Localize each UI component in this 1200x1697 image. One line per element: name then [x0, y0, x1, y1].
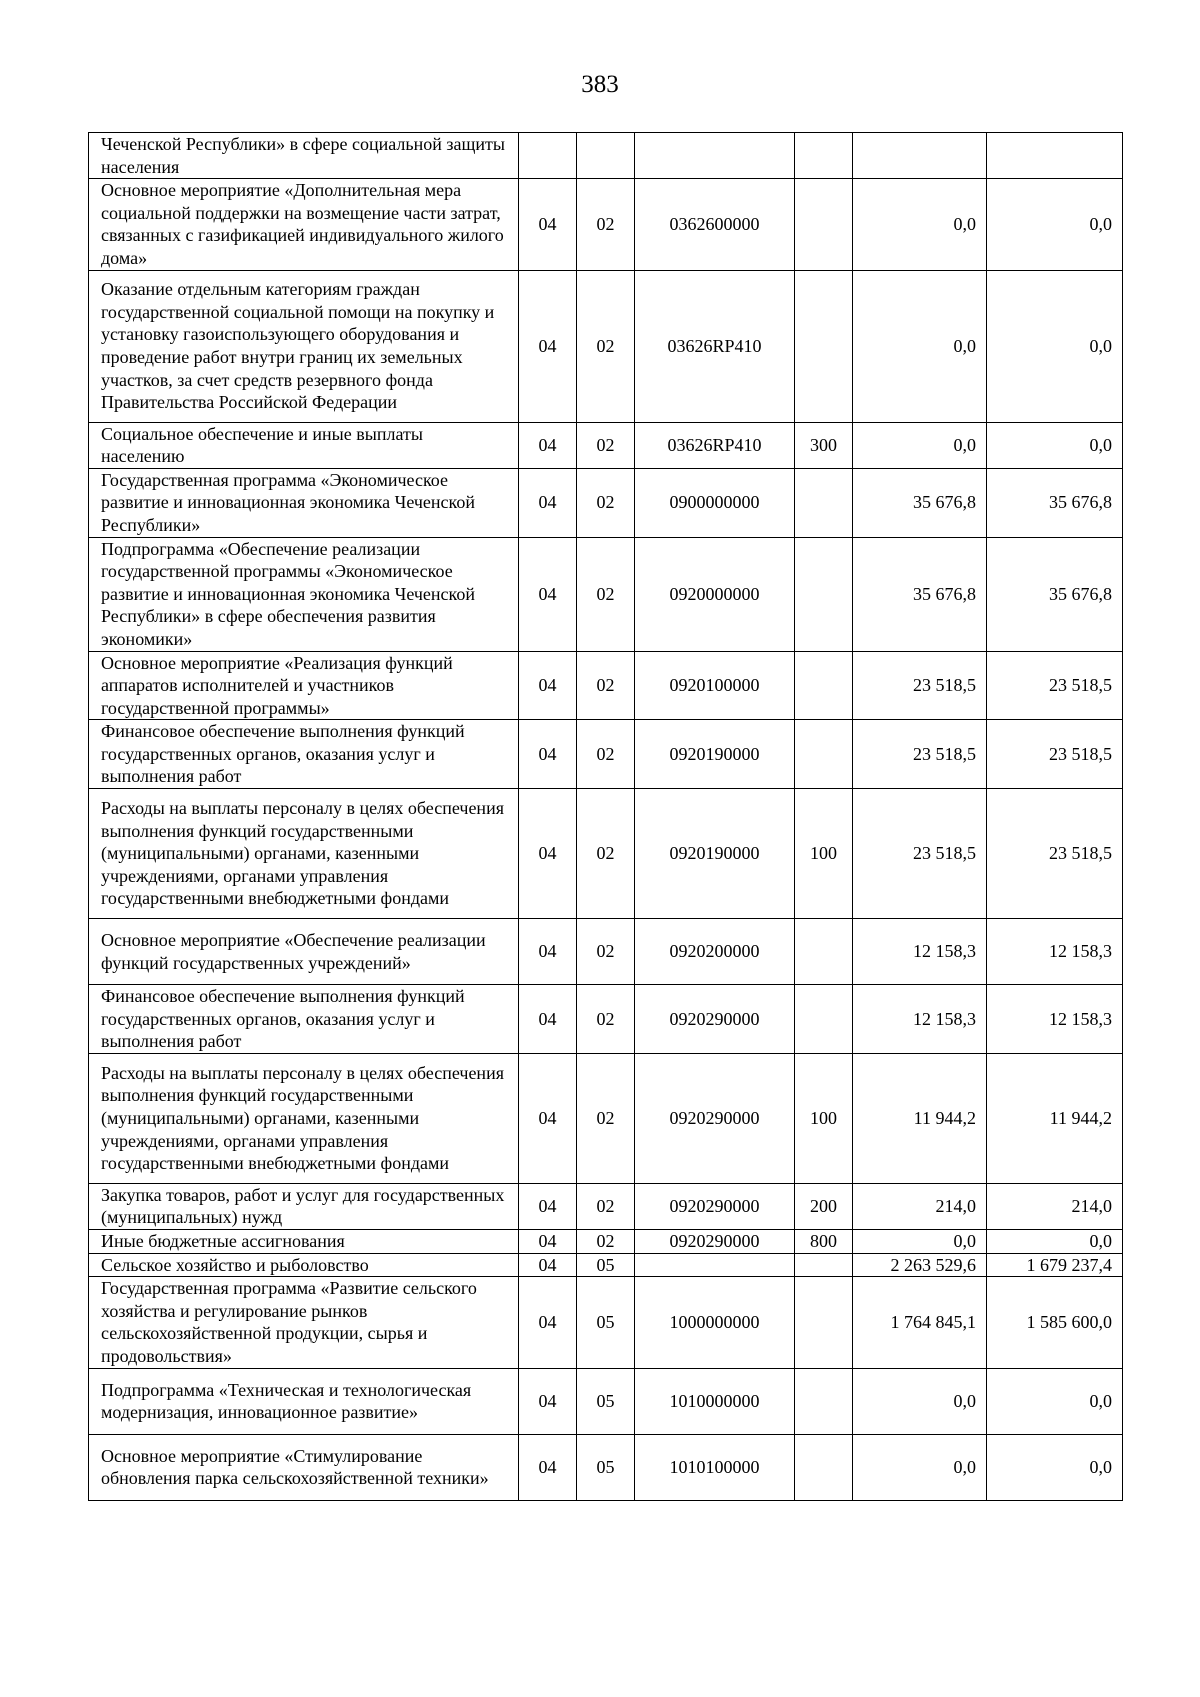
section-code-cell: 04: [519, 422, 577, 468]
section-code-cell: 04: [519, 720, 577, 789]
subsection-code-cell: 05: [577, 1253, 635, 1277]
subsection-code-cell: 05: [577, 1368, 635, 1434]
table-row: [89, 651, 1123, 720]
section-code-cell: 04: [519, 919, 577, 985]
expense-type-code-cell: [795, 1253, 853, 1277]
table-row: [89, 537, 1123, 651]
section-code-cell: 04: [519, 789, 577, 919]
target-item-code-cell: 0920190000: [635, 789, 795, 919]
amount-year2-cell: 12 158,3: [987, 919, 1123, 985]
subsection-code-cell: 02: [577, 1230, 635, 1254]
expense-type-code-cell: [795, 133, 853, 179]
expense-name-cell: Сельское хозяйство и рыболовство: [89, 1253, 519, 1277]
expense-type-code-cell: 100: [795, 789, 853, 919]
table-row: [89, 270, 1123, 422]
subsection-code-cell: 05: [577, 1277, 635, 1368]
table-row: [89, 1368, 1123, 1434]
expense-name-cell: Финансовое обеспечение выполнения функций государственных органов, оказания услуг и выполнения работ: [89, 720, 519, 789]
amount-year2-cell: 0,0: [987, 1368, 1123, 1434]
amount-year2-cell: 0,0: [987, 422, 1123, 468]
expense-type-code-cell: [795, 1434, 853, 1500]
target-item-code-cell: 0920290000: [635, 1183, 795, 1229]
subsection-code-cell: 02: [577, 720, 635, 789]
expense-name-cell: Основное мероприятие «Обеспечение реализации функций государственных учреждений»: [89, 919, 519, 985]
amount-year2-cell: 11 944,2: [987, 1053, 1123, 1183]
subsection-code-cell: 02: [577, 422, 635, 468]
budget-table: [88, 132, 1123, 1501]
amount-year1-cell: 0,0: [853, 270, 987, 422]
amount-year1-cell: 35 676,8: [853, 537, 987, 651]
subsection-code-cell: 02: [577, 468, 635, 537]
expense-name-cell: Социальное обеспечение и иные выплаты населению: [89, 422, 519, 468]
target-item-code-cell: 03626RP410: [635, 270, 795, 422]
section-code-cell: 04: [519, 179, 577, 270]
table-row: [89, 985, 1123, 1054]
section-code-cell: 04: [519, 1053, 577, 1183]
table-row: [89, 1053, 1123, 1183]
amount-year1-cell: 0,0: [853, 1368, 987, 1434]
expense-type-code-cell: [795, 468, 853, 537]
expense-name-cell: Расходы на выплаты персоналу в целях обеспечения выполнения функций государственными (муниципальными) органами, казенными учреждениями, органами управления государственными внебюджетными фондами: [89, 1053, 519, 1183]
amount-year2-cell: 0,0: [987, 179, 1123, 270]
amount-year2-cell: 1 585 600,0: [987, 1277, 1123, 1368]
section-code-cell: 04: [519, 651, 577, 720]
expense-name-cell: Государственная программа «Экономическое развитие и инновационная экономика Чеченской Республики»: [89, 468, 519, 537]
expense-name-cell: Чеченской Республики» в сфере социальной защиты населения: [89, 133, 519, 179]
table-row: [89, 1277, 1123, 1368]
target-item-code-cell: [635, 133, 795, 179]
target-item-code-cell: 0920290000: [635, 985, 795, 1054]
section-code-cell: 04: [519, 468, 577, 537]
expense-type-code-cell: [795, 985, 853, 1054]
expense-type-code-cell: [795, 919, 853, 985]
target-item-code-cell: 0920290000: [635, 1230, 795, 1254]
amount-year2-cell: 12 158,3: [987, 985, 1123, 1054]
expense-type-code-cell: 100: [795, 1053, 853, 1183]
amount-year2-cell: 214,0: [987, 1183, 1123, 1229]
target-item-code-cell: 0920290000: [635, 1053, 795, 1183]
table-row: [89, 422, 1123, 468]
amount-year1-cell: 0,0: [853, 1434, 987, 1500]
expense-name-cell: Оказание отдельным категориям граждан государственной социальной помощи на покупку и установку газоиспользующего оборудования и проведение работ внутри границ их земельных участков, за счет средств резервного фонда Правительства Российской Федерации: [89, 270, 519, 422]
amount-year1-cell: 23 518,5: [853, 720, 987, 789]
amount-year2-cell: 35 676,8: [987, 537, 1123, 651]
expense-name-cell: Финансовое обеспечение выполнения функций государственных органов, оказания услуг и выполнения работ: [89, 985, 519, 1054]
target-item-code-cell: 1010100000: [635, 1434, 795, 1500]
subsection-code-cell: 02: [577, 985, 635, 1054]
target-item-code-cell: 0920000000: [635, 537, 795, 651]
amount-year2-cell: 0,0: [987, 1434, 1123, 1500]
amount-year1-cell: 12 158,3: [853, 985, 987, 1054]
page-number: 383: [581, 71, 619, 98]
amount-year2-cell: 23 518,5: [987, 720, 1123, 789]
amount-year1-cell: 12 158,3: [853, 919, 987, 985]
expense-type-code-cell: 200: [795, 1183, 853, 1229]
expense-type-code-cell: [795, 537, 853, 651]
section-code-cell: [519, 133, 577, 179]
amount-year1-cell: 0,0: [853, 1230, 987, 1254]
expense-type-code-cell: [795, 270, 853, 422]
expense-name-cell: Основное мероприятие «Реализация функций аппаратов исполнителей и участников государственной программы»: [89, 651, 519, 720]
section-code-cell: 04: [519, 1277, 577, 1368]
target-item-code-cell: [635, 1253, 795, 1277]
expense-type-code-cell: 300: [795, 422, 853, 468]
expense-type-code-cell: [795, 1277, 853, 1368]
expense-name-cell: Основное мероприятие «Дополнительная мера социальной поддержки на возмещение части затрат, связанных с газификацией индивидуального жилого дома»: [89, 179, 519, 270]
expense-type-code-cell: [795, 1368, 853, 1434]
expense-type-code-cell: [795, 651, 853, 720]
table-row: [89, 468, 1123, 537]
section-code-cell: 04: [519, 1434, 577, 1500]
amount-year1-cell: 0,0: [853, 179, 987, 270]
table-row: [89, 1230, 1123, 1254]
amount-year1-cell: 1 764 845,1: [853, 1277, 987, 1368]
amount-year2-cell: 35 676,8: [987, 468, 1123, 537]
amount-year2-cell: 1 679 237,4: [987, 1253, 1123, 1277]
subsection-code-cell: 02: [577, 1053, 635, 1183]
amount-year2-cell: 0,0: [987, 1230, 1123, 1254]
subsection-code-cell: 02: [577, 270, 635, 422]
target-item-code-cell: 0920100000: [635, 651, 795, 720]
expense-type-code-cell: [795, 720, 853, 789]
section-code-cell: 04: [519, 270, 577, 422]
amount-year1-cell: 214,0: [853, 1183, 987, 1229]
amount-year1-cell: 23 518,5: [853, 651, 987, 720]
table-row: [89, 789, 1123, 919]
subsection-code-cell: 02: [577, 1183, 635, 1229]
amount-year2-cell: 23 518,5: [987, 789, 1123, 919]
expense-name-cell: Подпрограмма «Обеспечение реализации государственной программы «Экономическое развитие и инновационная экономика Чеченской Республики» в сфере обеспечения развития экономики»: [89, 537, 519, 651]
table-row: [89, 1434, 1123, 1500]
table-body: [89, 133, 1123, 1501]
amount-year2-cell: [987, 133, 1123, 179]
amount-year1-cell: 11 944,2: [853, 1053, 987, 1183]
expense-name-cell: Расходы на выплаты персоналу в целях обеспечения выполнения функций государственными (муниципальными) органами, казенными учреждениями, органами управления государственными внебюджетными фондами: [89, 789, 519, 919]
table-row: [89, 919, 1123, 985]
table-row: [89, 179, 1123, 270]
subsection-code-cell: 02: [577, 179, 635, 270]
target-item-code-cell: 1000000000: [635, 1277, 795, 1368]
subsection-code-cell: 02: [577, 789, 635, 919]
table-row: [89, 1253, 1123, 1277]
amount-year1-cell: 35 676,8: [853, 468, 987, 537]
amount-year2-cell: 0,0: [987, 270, 1123, 422]
subsection-code-cell: 02: [577, 919, 635, 985]
expense-type-code-cell: 800: [795, 1230, 853, 1254]
target-item-code-cell: 0920190000: [635, 720, 795, 789]
table-row: [89, 1183, 1123, 1229]
section-code-cell: 04: [519, 1253, 577, 1277]
section-code-cell: 04: [519, 537, 577, 651]
amount-year1-cell: 0,0: [853, 422, 987, 468]
expense-name-cell: Иные бюджетные ассигнования: [89, 1230, 519, 1254]
expense-name-cell: Основное мероприятие «Стимулирование обновления парка сельскохозяйственной техники»: [89, 1434, 519, 1500]
expense-name-cell: Подпрограмма «Техническая и технологическая модернизация, инновационное развитие»: [89, 1368, 519, 1434]
expense-type-code-cell: [795, 179, 853, 270]
section-code-cell: 04: [519, 985, 577, 1054]
section-code-cell: 04: [519, 1230, 577, 1254]
amount-year1-cell: 2 263 529,6: [853, 1253, 987, 1277]
section-code-cell: 04: [519, 1183, 577, 1229]
target-item-code-cell: 0362600000: [635, 179, 795, 270]
section-code-cell: 04: [519, 1368, 577, 1434]
amount-year2-cell: 23 518,5: [987, 651, 1123, 720]
amount-year1-cell: [853, 133, 987, 179]
subsection-code-cell: 05: [577, 1434, 635, 1500]
table-row: [89, 133, 1123, 179]
table-row: [89, 720, 1123, 789]
expense-name-cell: Государственная программа «Развитие сельского хозяйства и регулирование рынков сельскохозяйственной продукции, сырья и продовольствия»: [89, 1277, 519, 1368]
expense-name-cell: Закупка товаров, работ и услуг для государственных (муниципальных) нужд: [89, 1183, 519, 1229]
target-item-code-cell: 0920200000: [635, 919, 795, 985]
subsection-code-cell: [577, 133, 635, 179]
target-item-code-cell: 03626RP410: [635, 422, 795, 468]
target-item-code-cell: 1010000000: [635, 1368, 795, 1434]
amount-year1-cell: 23 518,5: [853, 789, 987, 919]
subsection-code-cell: 02: [577, 651, 635, 720]
subsection-code-cell: 02: [577, 537, 635, 651]
target-item-code-cell: 0900000000: [635, 468, 795, 537]
